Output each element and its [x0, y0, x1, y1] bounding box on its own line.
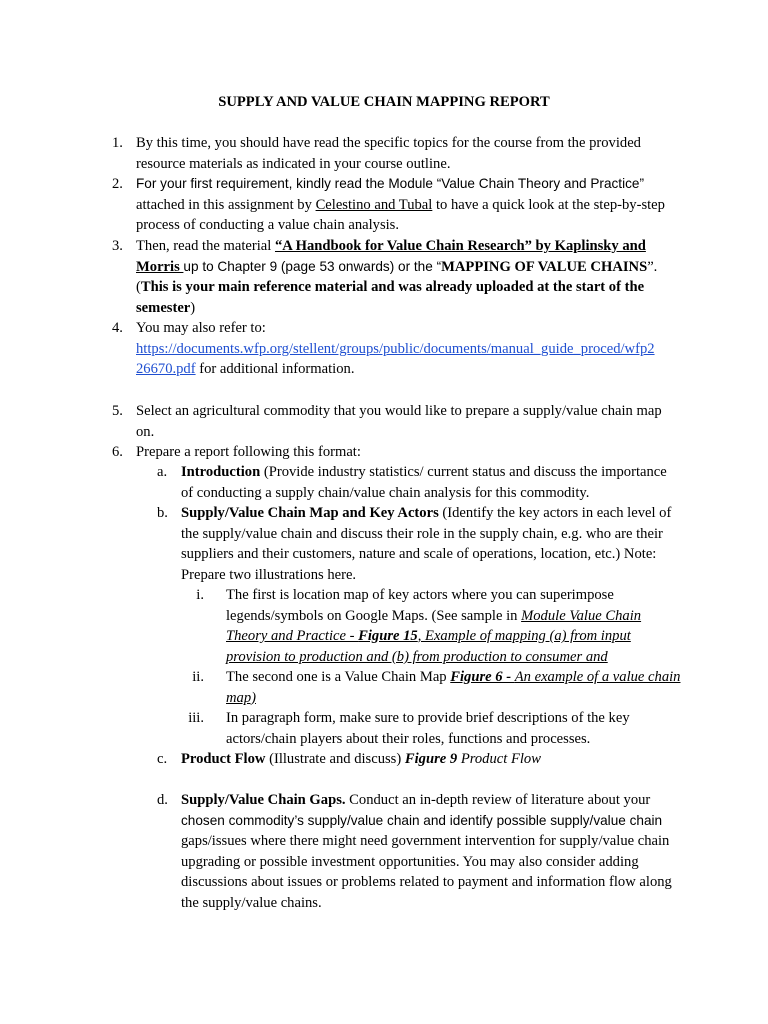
text-run: (Identify the key actors in each level of the supply/value chain and discuss their role in the supply chain, e.g. who are their suppliers and their customers, nature and scale of operations, location, etc.) Note: Prepare two illustrations here. [181, 505, 672, 583]
text-run: for additional information. [195, 361, 355, 378]
list-item-2-text [136, 174, 666, 236]
text-run: ”. ( [136, 258, 658, 296]
wfp-link-continued[interactable]: 26670.pdf [136, 361, 196, 378]
figure-reference: Figure 9 [404, 751, 458, 767]
text-run: (Provide industry statistics/ current status and discuss the importance of conducting a supply chain/value chain analysis for this commodity. [181, 464, 667, 501]
sub-heading: Product Flow [181, 751, 266, 767]
sub-heading: Introduction [181, 464, 261, 480]
text-run: Conduct an in-depth review of literature about your [345, 792, 651, 808]
author-reference: Celestino and Tubal [315, 196, 433, 213]
list-number: 1. [112, 135, 123, 151]
sub-item-value-chain-map [226, 667, 681, 708]
text-run: You may also refer to: [136, 320, 266, 336]
sub-item-introduction [181, 462, 681, 503]
sub-label-c: c. [157, 751, 168, 767]
list-number: 6. [112, 444, 123, 460]
sub-heading: Supply/Value Chain Map and Key Actors [181, 505, 439, 521]
list-item-1-text: By this time, you should have read the specific topics for the course from the provided resource materials as indicated in your course outline. [136, 135, 641, 172]
sub-item-descriptions: In paragraph form, make sure to provide brief descriptions of the key actors/chain players about their roles, functions and processes. [226, 710, 630, 747]
list-item-5-text: Select an agricultural commodity that you would like to prepare a supply/value chain map on. [136, 403, 662, 440]
figure-reference: Figure 6 - [450, 669, 515, 685]
list-number: 2. [112, 176, 123, 192]
text-run: up to Chapter 9 (page 53 onwards) [183, 258, 395, 274]
text-run: to have a quick look at the step-by-step process of conducting a value chain analysis. [136, 196, 665, 234]
sub-label-iii: iii. [188, 710, 204, 726]
text-run: The second one is a Value Chain Map [226, 669, 451, 685]
module-reference: For your first requirement, kindly read the Module “Value Chain Theory and Practice” [136, 176, 644, 191]
text-run: chosen commodity’s supply/value chain and identify possible supply/value chain [181, 812, 663, 828]
sub-heading: Supply/Value Chain Gaps. [181, 792, 346, 808]
text-run: The first is location map of key actors where you can superimpose legends/symbols on Google Maps. (See sample in [226, 587, 614, 624]
text-run: attached in this assignment by [136, 196, 316, 213]
list-item-4-text [136, 318, 666, 380]
handbook-reference: “A Handbook for Value Chain Research” by Kaplinsky and Morris [136, 238, 646, 275]
text-run: Then, read the material [136, 238, 275, 254]
list-number: 3. [112, 238, 123, 254]
text-run: gaps/issues where there might need government intervention for supply/value chain upgrading or possible investment opportunities. You may also consider adding discussions about issues or problems related to payment and information flow along the supply/value chains. [181, 833, 672, 911]
sub-item-chain-map [181, 503, 681, 585]
list-number: 5. [112, 403, 123, 419]
list-number: 4. [112, 320, 123, 336]
sub-label-a: a. [157, 464, 168, 480]
list-item-6-text: Prepare a report following this format: [136, 444, 361, 460]
wfp-link[interactable]: https://documents.wfp.org/stellent/groups/public/documents/manual_guide_proced/wfp2 [136, 340, 655, 357]
text-run: ) [190, 299, 196, 316]
mapping-reference: MAPPING OF VALUE CHAINS [441, 258, 648, 275]
figure-caption: Product Flow [457, 751, 541, 767]
figure-reference: Figure 15 [358, 628, 418, 645]
sub-item-chain-gaps [181, 790, 681, 914]
figure-caption: , Example of mapping (a) from input provision to production and (b) from production to consumer and [226, 628, 631, 665]
sub-label-i: i. [196, 587, 204, 603]
list-item-3-text [136, 236, 666, 318]
sub-label-d: d. [157, 792, 168, 808]
module-reference: Module Value Chain Theory and Practice - [226, 607, 642, 645]
text-run: or the “ [394, 258, 442, 274]
text-run: (Illustrate and discuss) [265, 751, 405, 767]
main-reference-note: This is your main reference material and was already uploaded at the start of the semester [136, 279, 645, 316]
figure-caption: An example of a value chain map) [226, 669, 681, 706]
sub-item-location-map [226, 585, 681, 667]
page-title: SUPPLY AND VALUE CHAIN MAPPING REPORT [218, 94, 550, 110]
sub-item-product-flow [181, 749, 681, 770]
sub-label-b: b. [157, 505, 168, 521]
sub-label-ii: ii. [192, 669, 204, 685]
